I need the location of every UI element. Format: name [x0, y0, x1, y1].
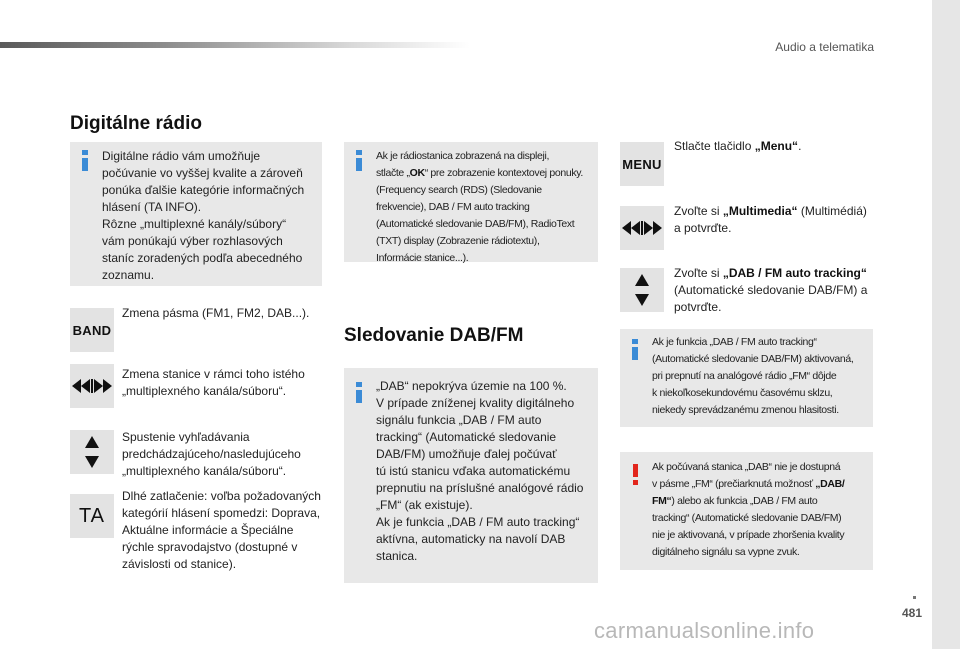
warning-line: tracking“ (Automatické sledovanie DAB/FM): [652, 512, 842, 524]
info-text: [652, 334, 872, 419]
info-line: (Frequency search (RDS) (Sledovanie: [376, 184, 542, 196]
info-line: frekvencie), DAB / FM auto tracking: [376, 201, 530, 213]
row-line: kategórií hlásení spomedzi: Doprava,: [122, 506, 321, 520]
warning-line: digitálneho signálu sa vypne zvuk.: [652, 546, 800, 558]
seek-description: [122, 366, 305, 400]
info-line: Ak je funkcia „DAB / FM auto tracking“: [376, 515, 580, 529]
step-text: Zvoľte si: [674, 266, 723, 280]
info-line: (TXT) display (Zobrazenie rádiotextu),: [376, 235, 540, 247]
row-line: Dlhé zatlačenie: voľba požadovaných: [122, 489, 321, 503]
band-button[interactable]: [70, 308, 114, 352]
warning-text-part: v pásme „FM“ (prečiarknutá možnosť: [652, 478, 816, 490]
updown-description: [122, 429, 301, 480]
step-multimedia: [674, 203, 867, 237]
row-line: Zmena stanice v rámci toho istého: [122, 367, 305, 381]
warning-panel-no-fm: [620, 452, 873, 570]
info-line: tú istú stanicu vďaka automatickému: [376, 464, 571, 478]
info-line: staníc zoradených podľa abecedného: [102, 251, 303, 265]
step-text: (Multimédiá): [797, 204, 867, 218]
info-line: prepnutiu na príslušné analógové rádio: [376, 481, 584, 495]
ta-description: [122, 488, 321, 573]
band-button-label: BAND: [72, 322, 112, 338]
info-line: hlásení (TA INFO).: [102, 200, 202, 214]
row-line: závislosti od stanice).: [122, 557, 237, 571]
step-text: Zvoľte si: [674, 204, 723, 218]
info-line: pri prepnutí na analógové rádio „FM“ dôjde: [652, 370, 837, 382]
info-line: (Automatické sledovanie DAB/FM) aktivovaná,: [652, 353, 854, 365]
info-text-part: “ pre zobrazenie kontextovej ponuky.: [424, 167, 583, 179]
warning-bold: FM“: [652, 495, 672, 507]
info-line: V prípade zníženej kvality digitálneho: [376, 396, 575, 410]
section-title-digital-radio: Digitálne rádio: [70, 113, 202, 134]
step-line: (Automatické sledovanie DAB/FM) a: [674, 283, 868, 297]
info-line: Ak je funkcia „DAB / FM auto tracking“: [652, 336, 817, 348]
step-line: [674, 138, 801, 155]
info-line: k niekoľkosekundovému časovému sklzu,: [652, 387, 833, 399]
updown-buttons-right[interactable]: [620, 268, 664, 312]
step-bold: „DAB / FM auto tracking“: [722, 266, 867, 280]
seek-arrows-icon: [72, 378, 112, 394]
info-panel-context-menu: [344, 142, 598, 262]
step-dab-fm-tracking: [674, 265, 867, 316]
info-line: „DAB“ nepokrýva územie na 100 %.: [376, 379, 567, 393]
row-line: predchádzajúceho/nasledujúceho: [122, 447, 301, 461]
info-line: [376, 165, 596, 182]
warning-text: [652, 459, 872, 561]
up-down-arrows-icon: [84, 434, 100, 470]
row-line: „multiplexného kanála/súboru“.: [122, 384, 287, 398]
warning-bold: „DAB/: [815, 478, 845, 490]
header-gradient-bar: [0, 42, 470, 48]
row-line: Zmena pásma (FM1, FM2, DAB...).: [122, 306, 310, 320]
step-bold: „Menu“: [754, 139, 799, 153]
info-line: aktívna, automaticky na navolí DAB: [376, 532, 566, 546]
menu-button-label: MENU: [622, 156, 662, 172]
step-bold: „Multimedia“: [722, 204, 798, 218]
warning-line: [652, 476, 872, 493]
warning-text-part: ) alebo ak funkcia „DAB / FM auto: [671, 495, 818, 507]
info-line: „FM“ (ak existuje).: [376, 498, 473, 512]
updown-buttons[interactable]: [70, 430, 114, 474]
row-line: „multiplexného kanála/súboru“.: [122, 464, 287, 478]
ta-button-label: TA: [78, 504, 106, 527]
info-line: (Automatické sledovanie DAB/FM), RadioText: [376, 218, 575, 230]
row-line: rýchle spravodajstvo (dostupné v: [122, 540, 298, 554]
info-line: stanica.: [376, 549, 418, 563]
band-description: [122, 305, 309, 322]
step-line: a potvrďte.: [674, 221, 732, 235]
page-side-strip: [932, 0, 960, 649]
info-text: [376, 378, 596, 565]
info-text: [376, 148, 596, 267]
info-line: tracking“ (Automatické sledovanie: [376, 430, 557, 444]
section-title-dab-fm: Sledovanie DAB/FM: [344, 325, 524, 346]
info-line: vám ponúkajú výber rozhlasových: [102, 234, 283, 248]
warning-line: [652, 493, 872, 510]
watermark: carmanualsonline.info: [594, 618, 815, 643]
page-number: 481: [901, 606, 922, 620]
step-line: [674, 203, 867, 220]
info-line: Informácie stanice...).: [376, 252, 469, 264]
info-text: [102, 148, 322, 284]
row-line: Spustenie vyhľadávania: [122, 430, 250, 444]
info-line: Rôzne „multiplexné kanály/súbory“: [102, 217, 287, 231]
info-line: signálu funkcia „DAB / FM auto: [376, 413, 542, 427]
info-line: zoznamu.: [102, 268, 155, 282]
seek-buttons[interactable]: [70, 364, 114, 408]
up-down-arrows-icon: [634, 272, 650, 308]
info-line: DAB/FM) umožňuje ďalej počúvať: [376, 447, 557, 461]
ta-button[interactable]: [70, 494, 114, 538]
info-line: Ak je rádiostanica zobrazená na displeji,: [376, 150, 550, 162]
info-line: niekedy sprevádzanému zmenou hlasitosti.: [652, 404, 839, 416]
warning-line: nie je aktivovaná, v prípade zhoršenia kvality: [652, 529, 845, 541]
info-text-part: stlačte „: [376, 167, 410, 179]
step-menu: [674, 138, 801, 155]
section-header: Audio a telematika: [775, 40, 874, 54]
warning-line: Ak počúvaná stanica „DAB“ nie je dostupná: [652, 461, 841, 473]
info-line: počúvanie vo vyššej kvalite a zároveň: [102, 166, 303, 180]
step-text: .: [798, 139, 802, 153]
info-panel-time-lag: [620, 329, 873, 427]
row-line: Aktuálne informácie a Špeciálne: [122, 523, 294, 537]
step-text: Stlačte tlačidlo: [674, 139, 755, 153]
step-line: potvrďte.: [674, 300, 722, 314]
info-line: ponúka ďalšie kategórie informačných: [102, 183, 305, 197]
info-panel-dab-coverage: [344, 368, 598, 583]
step-line: [674, 265, 867, 282]
info-line: Digitálne rádio vám umožňuje: [102, 149, 261, 163]
menu-button[interactable]: [620, 142, 664, 186]
info-panel-digital-radio: [70, 142, 322, 286]
page-dot: [913, 596, 916, 599]
seek-buttons-right[interactable]: [620, 206, 664, 250]
seek-arrows-icon: [622, 220, 662, 236]
ok-key-label: OK: [409, 167, 425, 179]
